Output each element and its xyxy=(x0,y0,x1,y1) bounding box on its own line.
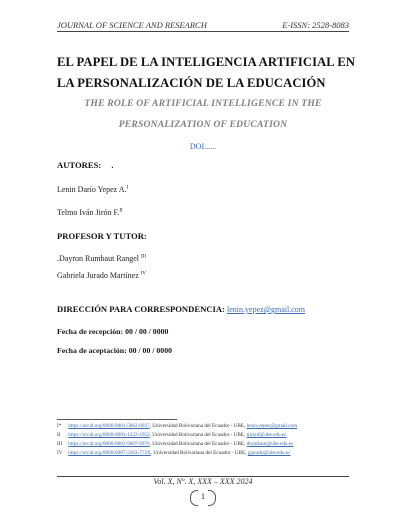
footnote-2-text: , Universidad Bolivariana del Ecuador - UBE, xyxy=(149,432,246,438)
footnote-4-mark: IV xyxy=(57,450,63,456)
acceptance-date xyxy=(57,346,172,355)
journal-issn: E-ISSN: 2528-8083 xyxy=(282,20,349,30)
author-2-mark: II xyxy=(119,208,123,214)
tutors-heading: PROFESOR Y TUTOR: xyxy=(57,231,147,241)
tutor-1-name: .Dayron Rumbaut Rangel xyxy=(57,254,139,263)
footnote-2-mark: II xyxy=(57,432,61,438)
footnote-2-email-link[interactable]: tjironf@ube.edu.ec xyxy=(246,432,287,438)
footnote-4-email-link[interactable]: gjurado@ube.edu.ec xyxy=(247,450,291,456)
tutor-1-mark: III xyxy=(140,254,146,260)
correspondence-email-link[interactable]: lenin.yepez@gmail.com xyxy=(227,305,306,314)
correspondence-label: DIRECCIÓN PARA CORRESPONDENCIA xyxy=(57,304,223,314)
correspondence-line xyxy=(57,304,305,314)
author-1 xyxy=(57,185,128,194)
page-number-box xyxy=(190,490,216,504)
footnote-3 xyxy=(57,441,357,447)
author-2-name: Telmo Iván Jirón F. xyxy=(57,208,120,217)
authors-label-suffix: . xyxy=(111,160,114,170)
footnote-1-email-link[interactable]: lenin.yepez@gmail.com xyxy=(246,423,298,429)
reception-value: 00 / 00 / 0000 xyxy=(125,327,169,336)
reception-label: Fecha de recepción: xyxy=(57,327,124,336)
doi-link[interactable]: DOI...... xyxy=(189,142,217,151)
acceptance-label: Fecha de aceptación: xyxy=(57,346,127,355)
volume-info: Vol. X, Nº. X, XXX – XXX 2024 xyxy=(153,477,253,486)
tutor-2-mark: IV xyxy=(140,271,147,277)
author-1-mark: I xyxy=(126,185,129,191)
footnote-1 xyxy=(57,423,357,429)
footnote-4-text: , Universidad Bolivariana del Ecuador - UBE, xyxy=(150,450,247,456)
footnote-3-orcid-link[interactable]: https://orcid.org/0000-0001-9007-0976 xyxy=(68,441,150,447)
footnote-1-text: , Universidad Bolivariana del Ecuador - UBE, xyxy=(149,423,246,429)
footnote-1-mark: I* xyxy=(57,423,62,429)
acceptance-value: 00 / 00 / 0000 xyxy=(128,346,173,355)
authors-heading xyxy=(57,160,114,170)
footnote-3-mark: III xyxy=(57,441,63,447)
title-spanish: EL PAPEL DE LA INTELIGENCIA ARTIFICIAL EN LA PERSONALIZACIÓN DE LA EDUCACIÓN xyxy=(57,55,356,90)
reception-date xyxy=(57,327,168,336)
footnote-3-text: , Universidad Bolivariana del Ecuador - UBE, xyxy=(149,441,246,447)
journal-name: JOURNAL OF SCIENCE AND RESEARCH xyxy=(57,20,207,30)
footnote-4-orcid-link[interactable]: https://orcid.org/0000-0007-3363-772X xyxy=(68,450,151,456)
footnote-4 xyxy=(57,450,357,456)
footnote-divider xyxy=(57,419,177,420)
authors-label: AUTORES: xyxy=(57,160,102,170)
footnote-2 xyxy=(57,432,357,438)
correspondence-sep: : xyxy=(222,304,225,314)
tutor-2 xyxy=(57,271,146,280)
title-english: THE ROLE OF ARTIFICIAL INTELLIGENCE IN THE PERSONALIZATION OF EDUCATION xyxy=(84,98,322,130)
footnote-1-orcid-link[interactable]: https://orcid.org/0000-0001-5862-0937 xyxy=(68,423,150,429)
page-bracket-right xyxy=(208,490,216,506)
author-1-name: Lenin Darío Yepez A. xyxy=(57,185,127,194)
tutor-2-name: Gabriela Jurado Martínez xyxy=(57,271,139,280)
page-number: 1 xyxy=(200,491,206,501)
author-2 xyxy=(57,208,123,217)
footnote-2-orcid-link[interactable]: https://orcid.org/0000-0001-1222-2952 xyxy=(68,432,150,438)
footnote-3-email-link[interactable]: drumbaut@ube.edu.ec xyxy=(246,441,294,447)
tutor-1 xyxy=(57,254,146,263)
header-divider xyxy=(57,31,349,32)
